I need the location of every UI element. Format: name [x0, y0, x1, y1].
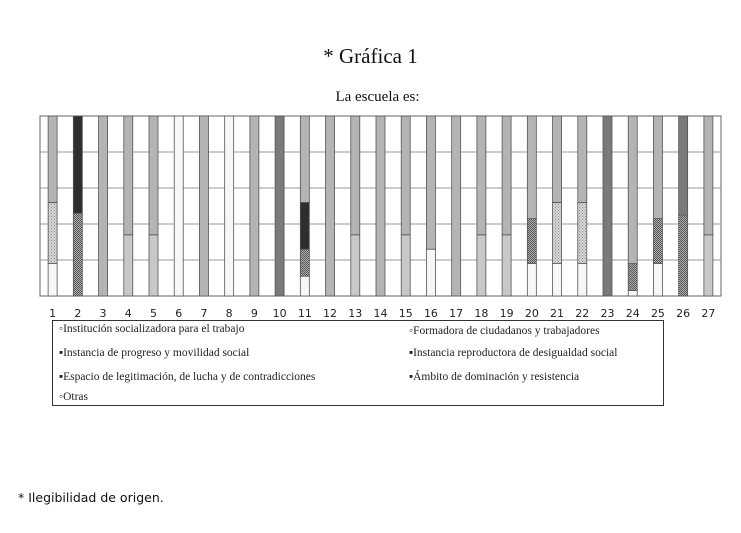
bar-segment: [679, 116, 688, 215]
legend-label: Institución socializadora para el trabajo: [63, 323, 245, 335]
bar-segment: [300, 249, 309, 276]
bar-13: [351, 116, 360, 296]
x-tick-label: 27: [701, 307, 716, 320]
x-tick-label: 4: [124, 307, 132, 320]
legend: [52, 320, 664, 406]
bar-14: [376, 116, 385, 296]
bar-2: [73, 116, 82, 296]
bar-segment: [426, 249, 435, 296]
x-tick-label: 9: [250, 307, 258, 320]
bar-segment: [527, 116, 536, 219]
bar-segment: [326, 116, 335, 296]
legend-marker: ▪: [409, 371, 414, 383]
legend-label: Formadora de ciudadanos y trabajadores: [413, 325, 600, 337]
x-tick-label: 2: [74, 307, 82, 320]
bar-segment: [401, 116, 410, 235]
bar-7: [199, 116, 208, 296]
bar-segment: [628, 291, 637, 296]
legend-item-reproductora: [409, 347, 617, 359]
bar-4: [124, 116, 133, 296]
bar-20: [527, 116, 536, 296]
bar-27: [704, 116, 713, 296]
bar-9: [250, 116, 259, 296]
bar-segment: [149, 235, 158, 296]
bar-segment: [73, 116, 82, 213]
bar-18: [477, 116, 486, 296]
bar-segment: [351, 116, 360, 235]
bar-segment: [376, 116, 385, 296]
bar-segment: [48, 116, 57, 202]
x-tick-label: 20: [524, 307, 539, 320]
bar-segment: [351, 235, 360, 296]
bar-17: [452, 116, 461, 296]
x-tick-label: 21: [550, 307, 565, 320]
bar-5: [149, 116, 158, 296]
bar-segment: [73, 213, 82, 296]
bar-segment: [578, 202, 587, 263]
chart-title: * Gráfica 1: [323, 44, 418, 68]
x-tick-label: 8: [225, 307, 233, 320]
bar-segment: [653, 264, 662, 296]
bar-segment: [679, 215, 688, 296]
bar-segment: [704, 235, 713, 296]
x-tick-label: 10: [272, 307, 287, 320]
legend-label: Espacio de legitimación, de lucha y de contradicciones: [63, 371, 316, 383]
bar-segment: [553, 116, 562, 202]
legend-label: Instancia de progreso y movilidad social: [63, 347, 250, 359]
bar-segment: [578, 264, 587, 296]
legend-marker: ◦: [409, 325, 414, 337]
bar-22: [578, 116, 587, 296]
legend-label: Ámbito de dominación y resistencia: [413, 371, 580, 383]
bar-25: [653, 116, 662, 296]
chart-subtitle: La escuela es:: [335, 89, 420, 105]
x-tick-labels: [49, 307, 715, 320]
bar-segment: [653, 219, 662, 264]
x-tick-label: 13: [348, 307, 363, 320]
bar-segment: [553, 264, 562, 296]
bar-segment: [401, 235, 410, 296]
bar-segment: [48, 202, 57, 263]
legend-item-legitimacion: [59, 371, 315, 383]
x-tick-label: 23: [600, 307, 615, 320]
bar-8: [225, 116, 234, 296]
bar-segment: [99, 116, 108, 296]
bar-segment: [653, 116, 662, 219]
bar-segment: [426, 116, 435, 249]
bar-segment: [502, 116, 511, 235]
bar-segment: [452, 116, 461, 296]
bar-segment: [704, 116, 713, 235]
legend-item-dominacion: [409, 371, 579, 383]
bar-11: [300, 116, 309, 296]
bar-segment: [250, 116, 259, 296]
bar-segment: [149, 116, 158, 235]
bar-21: [553, 116, 562, 296]
x-tick-label: 3: [99, 307, 107, 320]
bar-segment: [477, 235, 486, 296]
bar-1: [48, 116, 57, 296]
bar-12: [326, 116, 335, 296]
bar-26: [679, 116, 688, 296]
x-tick-label: 12: [323, 307, 338, 320]
x-tick-label: 25: [650, 307, 665, 320]
bar-segment: [300, 202, 309, 249]
bar-23: [603, 116, 612, 296]
footnote: * Ilegibilidad de origen.: [18, 490, 164, 505]
x-tick-label: 24: [625, 307, 640, 320]
x-tick-label: 11: [297, 307, 312, 320]
legend-marker: ▪: [59, 371, 64, 383]
x-tick-label: 7: [200, 307, 208, 320]
legend-marker: ▪: [59, 347, 64, 359]
bar-segment: [275, 116, 284, 296]
bar-segment: [174, 116, 183, 296]
x-tick-label: 17: [449, 307, 464, 320]
bar-24: [628, 116, 637, 296]
bar-6: [174, 116, 183, 296]
x-tick-label: 14: [373, 307, 388, 320]
bar-segment: [300, 276, 309, 296]
x-tick-label: 15: [398, 307, 413, 320]
x-tick-label: 18: [474, 307, 489, 320]
bar-16: [426, 116, 435, 296]
bar-segment: [502, 235, 511, 296]
legend-marker: ◦: [59, 323, 64, 335]
x-tick-label: 26: [676, 307, 691, 320]
bar-segment: [477, 116, 486, 235]
legend-label: Otras: [63, 391, 88, 403]
x-tick-label: 19: [499, 307, 514, 320]
bar-segment: [553, 202, 562, 263]
bar-segment: [603, 116, 612, 296]
legend-item-progreso: [59, 347, 249, 359]
bar-segment: [225, 116, 234, 296]
x-tick-label: 16: [423, 307, 438, 320]
bar-segment: [124, 235, 133, 296]
legend-marker: ◦: [59, 391, 64, 403]
bar-segment: [48, 264, 57, 296]
x-tick-label: 22: [575, 307, 590, 320]
bar-segment: [124, 116, 133, 235]
bar-10: [275, 116, 284, 296]
x-tick-label: 5: [150, 307, 157, 320]
legend-item-socializadora: [59, 323, 244, 335]
bar-segment: [628, 116, 637, 264]
bar-segment: [628, 264, 637, 291]
bar-segment: [527, 219, 536, 264]
bar-segment: [527, 264, 536, 296]
legend-item-formadora: [409, 325, 600, 337]
legend-marker: ▪: [409, 347, 414, 359]
bar-segment: [578, 116, 587, 202]
x-tick-label: 6: [175, 307, 183, 320]
bar-19: [502, 116, 511, 296]
legend-label: Instancia reproductora de desigualdad social: [413, 347, 618, 359]
bars-layer: [48, 116, 713, 296]
bar-3: [99, 116, 108, 296]
legend-item-otras: [59, 391, 88, 403]
bar-15: [401, 116, 410, 296]
bar-segment: [300, 116, 309, 202]
bar-segment: [199, 116, 208, 296]
x-tick-label: 1: [49, 307, 57, 320]
